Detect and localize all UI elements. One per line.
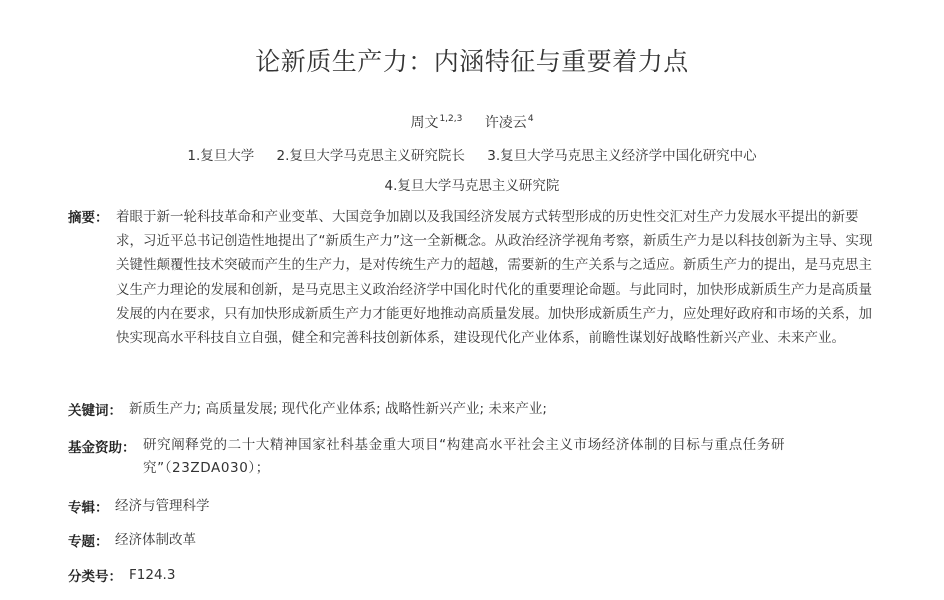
topic-label: 专题： — [68, 534, 109, 550]
classification-text: F124.3 — [129, 567, 176, 583]
abstract-text: 着眼于新一轮科技革命和产业变革、大国竞争加剧以及我国经济发展方式转型形成的历史性交汇对生产力发展水平提出的新要求，习近平总书记创造性地提出了“新质生产力”这一全新概念。从政治经济学视角考察，新质生产力是以科技创新为主导、实现关键性颠覆性技术突破而产生的生产力，是对传统生产力的超越，需要新的生产关系与之适应。新质生产力的提出，是马克思主义生产力理论的发展和创新，是马克思主义政治经济学中国化时代化的重要理论命题。与此同时，加快形成新质生产力是高质量发展的内在要求，只有加快形成新质生产力才能更好地推动高质量发展。加快形成新质生产力，应处理好政府和市场的关系，加快实现高水平科技自立自强，健全和完善科技创新体系，建设现代化产业体系，前瞻性谋划好战略性新兴产业、未来产业。 — [116, 209, 873, 347]
keywords-text[interactable]: 新质生产力; 高质量发展; 现代化产业体系; 战略性新兴产业; 未来产业; — [129, 401, 547, 417]
fund-label: 基金资助： — [68, 440, 136, 456]
classification-section — [68, 565, 876, 585]
fund-section — [68, 436, 876, 480]
author-name: 许凌云 — [484, 115, 527, 131]
special-section — [68, 496, 876, 516]
author-affiliation-marker: 4 — [527, 114, 534, 124]
affiliation-list — [0, 144, 944, 164]
affiliation-link[interactable]: 2.复旦大学马克思主义研究院长 — [276, 148, 465, 164]
topic-text: 经济体制改革 — [115, 532, 196, 548]
affiliation-link[interactable]: 3.复旦大学马克思主义经济学中国化研究中心 — [487, 148, 757, 164]
abstract-section — [68, 206, 876, 350]
special-text: 经济与管理科学 — [115, 498, 210, 514]
special-label: 专辑： — [68, 500, 109, 516]
abstract-label: 摘要： — [68, 210, 109, 226]
author-list — [0, 112, 944, 132]
affiliation-link[interactable]: 4.复旦大学马克思主义研究院 — [384, 178, 560, 194]
author-link[interactable] — [410, 115, 462, 131]
author-link[interactable] — [485, 115, 534, 131]
keywords-label: 关键词： — [68, 403, 122, 419]
affiliation-link[interactable]: 1.复旦大学 — [187, 148, 255, 164]
fund-text[interactable]: 研究阐释党的二十大精神国家社科基金重大项目“构建高水平社会主义市场经济体制的目标与重点任务研究”（23ZDA030）； — [143, 437, 786, 476]
affiliation-list — [0, 174, 944, 194]
topic-section — [68, 530, 876, 550]
author-name: 周文 — [410, 115, 439, 131]
paper-title: 论新质生产力：内涵特征与重要着力点 — [255, 47, 689, 76]
keywords-section — [68, 399, 876, 419]
classification-label: 分类号： — [68, 569, 122, 585]
author-affiliation-marker: 1,2,3 — [439, 114, 463, 124]
